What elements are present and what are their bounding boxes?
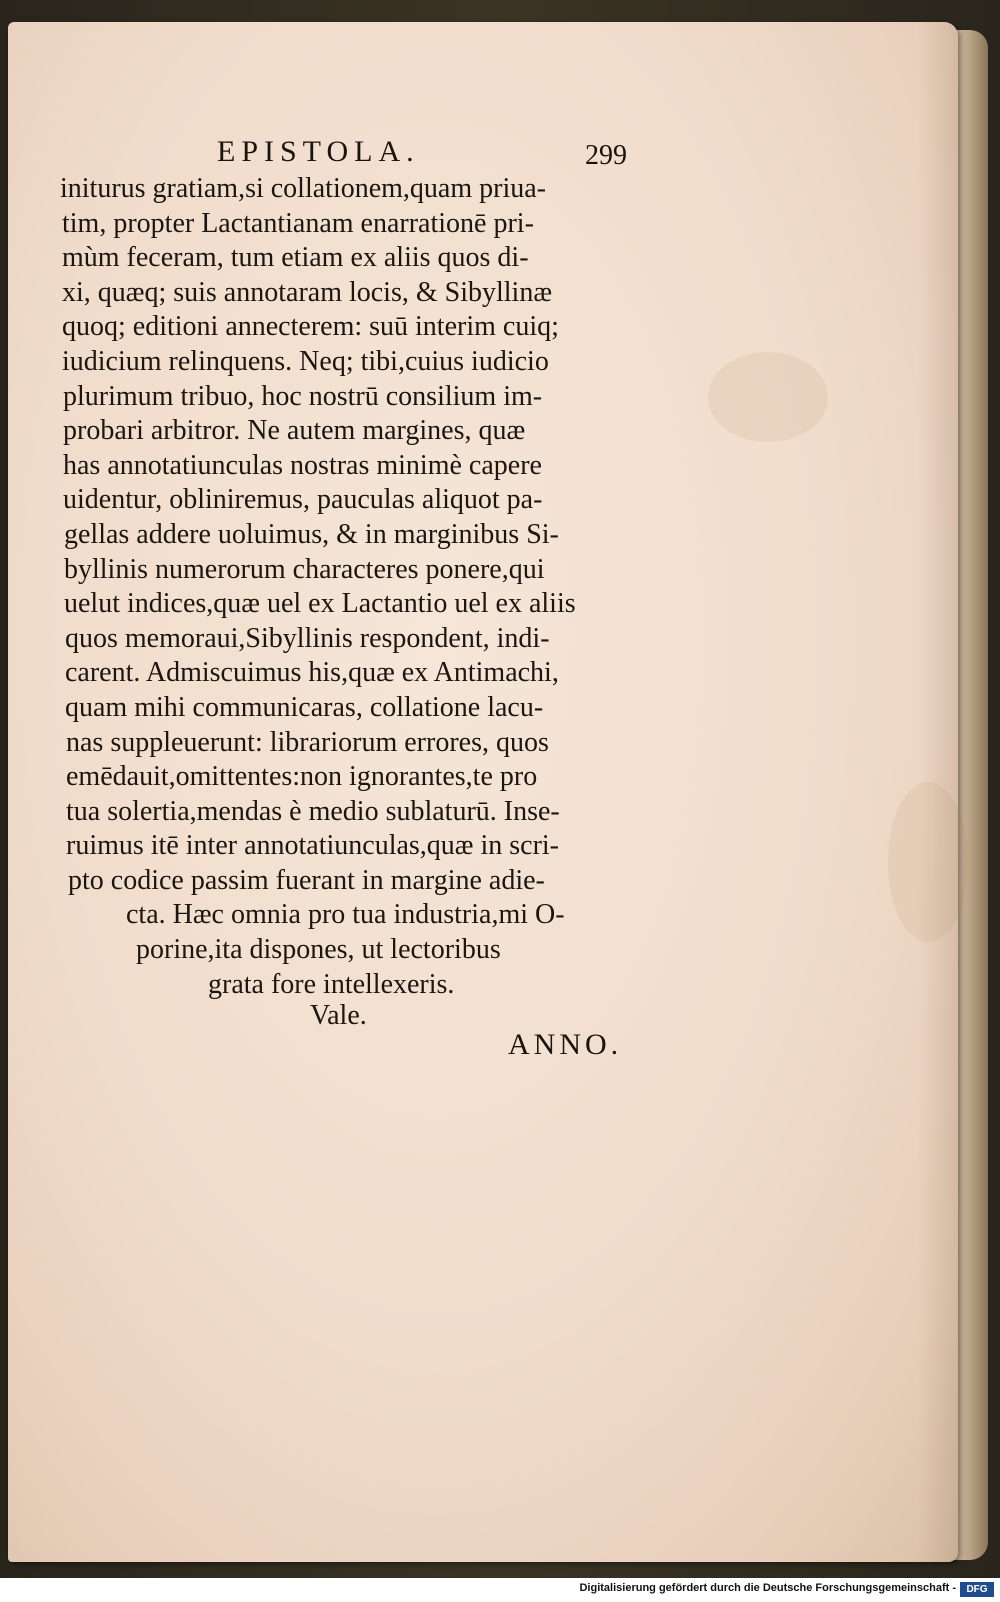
text-line: probari arbitror. Ne autem margines, quæ: [63, 415, 526, 447]
text-line: byllinis numerorum characteres ponere,qui: [64, 553, 545, 585]
text-line: pto codice passim fuerant in margine adie-: [68, 864, 545, 896]
text-line: carent. Admiscuimus his,quæ ex Antimachi,: [65, 657, 559, 689]
text-line: quos memoraui,Sibyllinis respondent, indi-: [65, 622, 550, 654]
text-line: mùm feceram, tum etiam ex aliis quos di-: [62, 242, 529, 274]
running-head: EPISTOLA.: [217, 135, 420, 168]
text-line: quoq; editioni annecterem: suū interim cuiq;: [62, 311, 559, 343]
text-line: emēdauit,omittentes:non ignorantes,te pro: [66, 761, 538, 793]
paper-stain: [708, 352, 828, 442]
paper-stain: [888, 782, 968, 942]
closing-salutation: Vale.: [310, 1000, 367, 1031]
text-line: uidentur, obliniremus, pauculas aliquot pa-: [63, 484, 543, 516]
text-line: ruimus itē inter annotatiunculas,quæ in scri-: [66, 830, 560, 862]
catchword: ANNO.: [508, 1028, 623, 1061]
page-number: 299: [585, 140, 627, 171]
text-line: initurus gratiam,si collationem,quam priua-: [60, 173, 546, 204]
text-line: plurimum tribuo, hoc nostrū consilium im-: [63, 380, 543, 412]
text-line: nas suppleuerunt: librariorum errores, quos: [66, 726, 549, 758]
funding-credit: Digitalisierung gefördert durch die Deutsche Forschungsgemeinschaft -: [579, 1582, 956, 1594]
text-line: porine,ita dispones, ut lectoribus: [136, 934, 501, 966]
dfg-logo: DFG: [960, 1582, 994, 1597]
text-line: tua solertia,mendas è medio sublaturū. Inse-: [66, 795, 560, 827]
text-line: tim, propter Lactantianam enarrationē pri-: [62, 207, 534, 239]
text-line: uelut indices,quæ uel ex Lactantio uel ex aliis: [64, 588, 576, 620]
text-line: gellas addere uoluimus, & in marginibus Si-: [64, 518, 559, 550]
text-line: xi, quæq; suis annotaram locis, & Sibyllinæ: [62, 276, 552, 308]
text-line: quam mihi communicaras, collatione lacu-: [65, 691, 544, 723]
text-line: has annotatiunculas nostras minimè capere: [63, 449, 542, 481]
text-line: cta. Hæc omnia pro tua industria,mi O-: [126, 899, 565, 931]
letter-body: [60, 172, 700, 1002]
text-line: iudicium relinquens. Neq; tibi,cuius iudicio: [62, 345, 549, 377]
footer-bar: [0, 1578, 1000, 1602]
text-line: grata fore intellexeris.: [208, 968, 455, 1000]
